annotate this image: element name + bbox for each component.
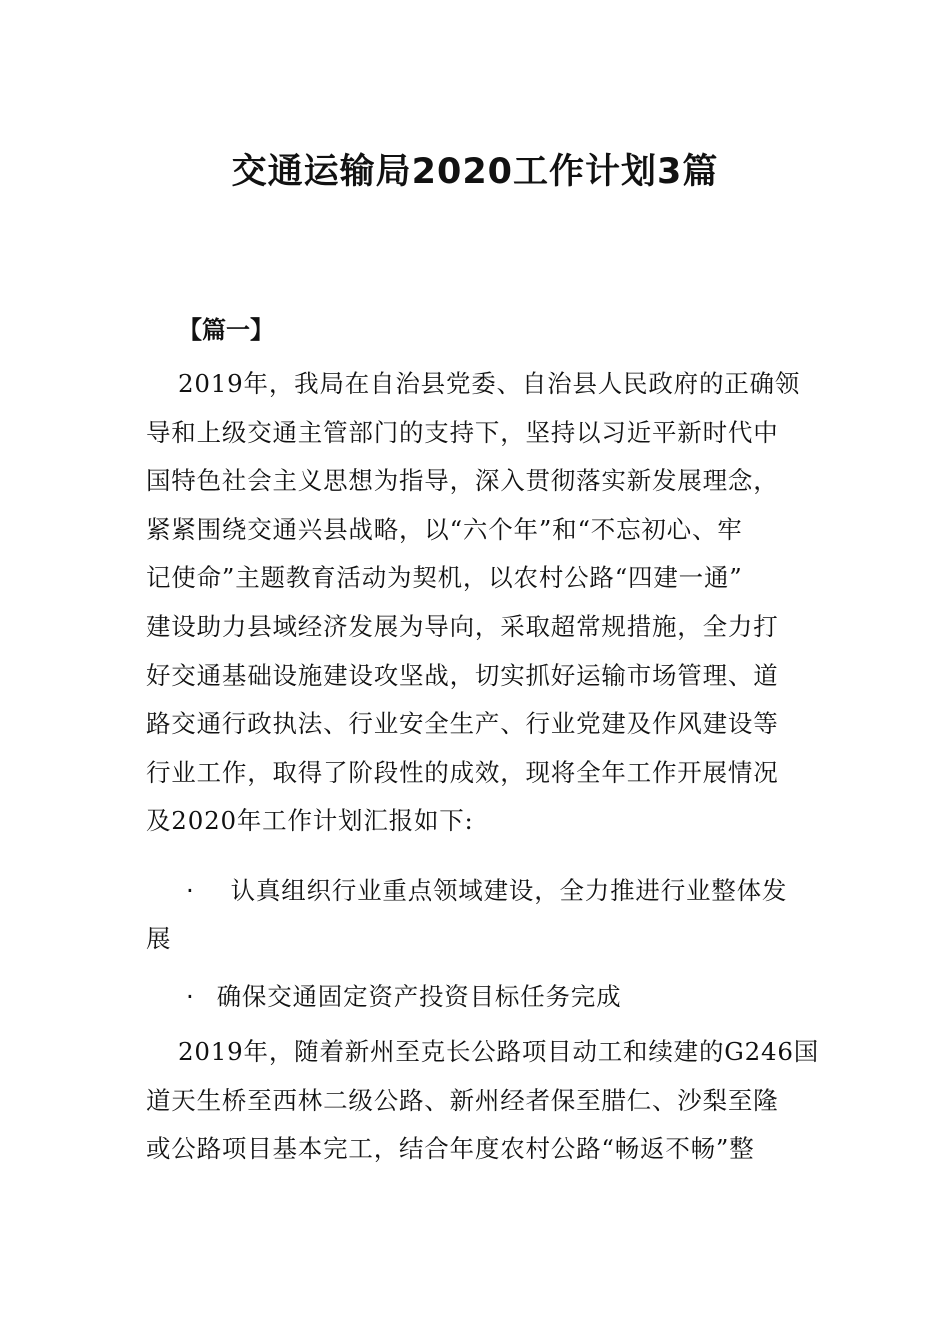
paragraph-line: 或公路项目基本完工，结合年度农村公路“畅返不畅”整 — [146, 1134, 755, 1164]
paragraph-line: 2019年，随着新州至克长公路项目动工和续建的G246国 — [178, 1037, 820, 1066]
bullet-marker: · — [186, 982, 195, 1011]
bullet-item-2 — [186, 974, 621, 1020]
paragraph-line: 记使命”主题教育活动为契机，以农村公路“四建一通” — [146, 563, 743, 593]
bullet-item-1 — [186, 868, 787, 914]
section-label: 【篇一】 — [178, 316, 274, 344]
bullet-text: 确保交通固定资产投资目标任务完成 — [216, 982, 622, 1011]
paragraph-line: 国特色社会主义思想为指导，深入贯彻落实新发展理念， — [146, 466, 779, 496]
bullet-item-1-continuation — [146, 916, 171, 962]
paragraph-line: 及2020年工作计划汇报如下: — [146, 806, 474, 836]
paragraph-line: 建设助力县域经济发展为导向，采取超常规措施，全力打 — [146, 611, 779, 641]
document-title: 交通运输局2020工作计划3篇 — [231, 152, 719, 192]
paragraph-line: 路交通行政执法、行业安全生产、行业党建及作风建设等 — [146, 709, 779, 739]
paragraph-line: 2019年，我局在自治县党委、自治县人民政府的正确领 — [178, 369, 801, 398]
bullet-text: 展 — [146, 924, 172, 953]
paragraph-line: 导和上级交通主管部门的支持下，坚持以习近平新时代中 — [146, 417, 779, 447]
paragraph-line: 好交通基础设施建设攻坚战，切实抓好运输市场管理、道 — [146, 660, 779, 690]
paragraph-2 — [146, 1028, 820, 1174]
bullet-marker: · — [186, 876, 195, 905]
paragraph-line: 紧紧围绕交通兴县战略，以“六个年”和“不忘初心、牢 — [146, 514, 743, 544]
paragraph-line: 行业工作，取得了阶段性的成效，现将全年工作开展情况 — [146, 757, 779, 787]
paragraph-1 — [146, 360, 806, 846]
bullet-text: 认真组织行业重点领域建设，全力推进行业整体发 — [230, 876, 788, 905]
paragraph-line: 道天生桥至西林二级公路、新州经者保至腊仁、沙梨至隆 — [146, 1085, 779, 1115]
